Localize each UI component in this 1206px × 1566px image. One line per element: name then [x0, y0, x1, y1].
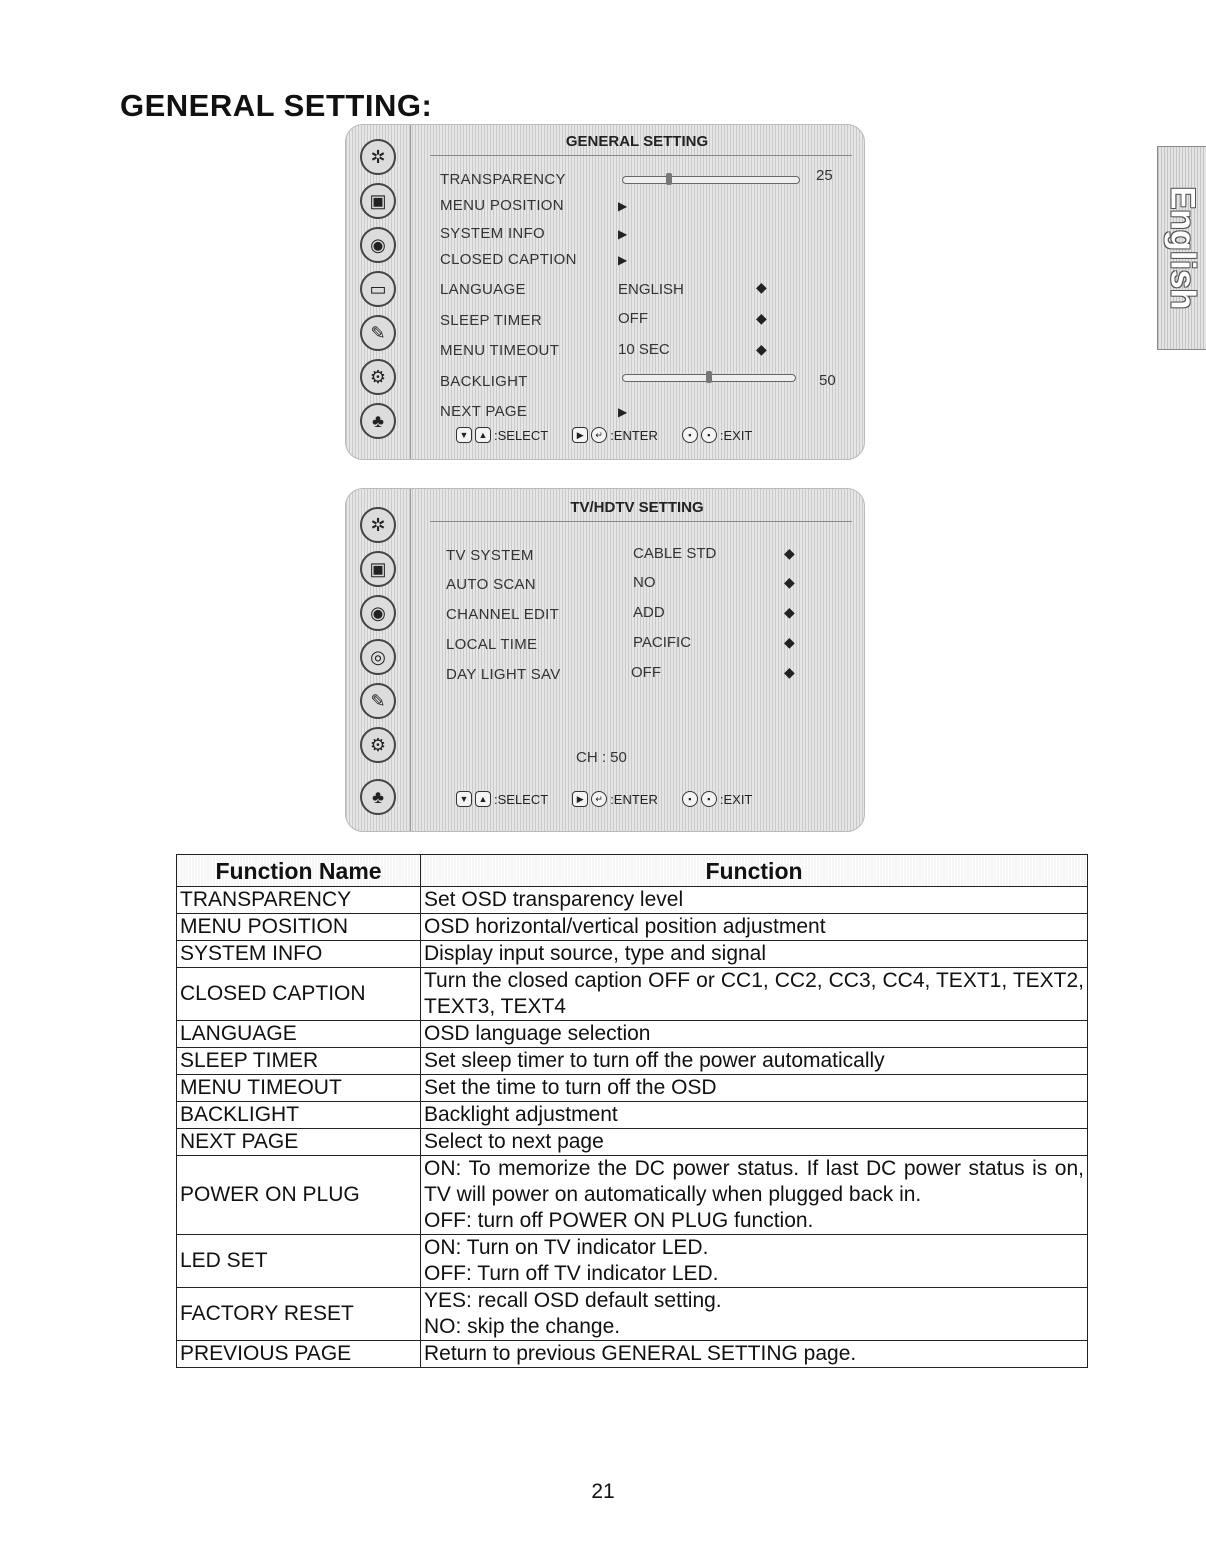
up-down-arrow-icon[interactable]: ◆: [756, 310, 767, 326]
function-name-cell: LANGUAGE: [177, 1021, 421, 1048]
function-description-line: NO: skip the change.: [424, 1315, 621, 1338]
right-button-icon: ▶: [572, 427, 588, 443]
function-name-cell: PREVIOUS PAGE: [177, 1341, 421, 1368]
general-setting-icon: ⚙: [360, 727, 396, 763]
transparency-value: 25: [816, 167, 833, 184]
submenu-arrow-icon: ▶: [618, 199, 628, 213]
tv-screen-icon: ▣: [360, 183, 396, 219]
select-hint: :SELECT: [494, 427, 549, 443]
tv-setting-icon: ◎: [360, 639, 396, 675]
table-row: [177, 1129, 1088, 1156]
language-tab-label: English: [1163, 186, 1202, 310]
language-side-tab: [1157, 146, 1206, 350]
function-name-cell: TRANSPARENCY: [177, 887, 421, 914]
menu-item-channel-edit[interactable]: CHANNEL EDIT: [446, 606, 560, 623]
table-row: [177, 1075, 1088, 1102]
function-name-cell: FACTORY RESET: [177, 1288, 421, 1341]
color-icon: ◉: [360, 227, 396, 263]
table-row: [177, 914, 1088, 941]
day-light-sav-value: OFF: [631, 664, 661, 681]
function-description-cell: [421, 1288, 1088, 1341]
function-description-cell: [421, 1156, 1088, 1235]
up-button-icon: ▲: [475, 791, 491, 807]
function-description-line: Set sleep timer to turn off the power automatically: [424, 1049, 885, 1072]
table-row: [177, 1288, 1088, 1341]
exit-hint: :EXIT: [719, 427, 753, 443]
menu-item-transparency[interactable]: TRANSPARENCY: [440, 171, 566, 188]
menu-item-backlight[interactable]: BACKLIGHT: [440, 373, 528, 390]
parental-icon: ♣: [360, 779, 396, 815]
menu-item-language[interactable]: LANGUAGE: [440, 281, 526, 298]
function-description-cell: [421, 1235, 1088, 1288]
enter-button-icon: ↵: [591, 427, 607, 443]
function-description-cell: [421, 1021, 1088, 1048]
up-down-arrow-icon[interactable]: ◆: [756, 341, 767, 357]
color-icon: ◉: [360, 595, 396, 631]
backlight-slider[interactable]: [622, 374, 796, 382]
menu-item-closed-caption[interactable]: CLOSED CAPTION: [440, 251, 577, 268]
monitor-icon: ▭: [360, 271, 396, 307]
right-button-icon: ▶: [572, 791, 588, 807]
table-row: [177, 968, 1088, 1021]
function-name-cell: SLEEP TIMER: [177, 1048, 421, 1075]
osd-footer: [456, 427, 752, 443]
function-description-line: OSD language selection: [424, 1022, 651, 1045]
menu-button-icon: ▪: [682, 791, 698, 807]
enter-button-icon: ↵: [591, 791, 607, 807]
menu-item-day-light-sav[interactable]: DAY LIGHT SAV: [446, 666, 561, 683]
column-header-function: Function: [421, 855, 1088, 887]
settings-sun-icon: ✲: [360, 507, 396, 543]
function-name-cell: SYSTEM INFO: [177, 941, 421, 968]
enter-hint: :ENTER: [610, 427, 658, 443]
up-down-arrow-icon[interactable]: ◆: [784, 604, 795, 620]
menu-item-menu-timeout[interactable]: MENU TIMEOUT: [440, 342, 560, 359]
function-name-cell: BACKLIGHT: [177, 1102, 421, 1129]
tv-system-value: CABLE STD: [633, 545, 717, 562]
function-description-cell: [421, 968, 1088, 1021]
down-button-icon: ▼: [456, 791, 472, 807]
submenu-arrow-icon: ▶: [618, 253, 628, 267]
table-row: [177, 941, 1088, 968]
menu-item-system-info[interactable]: SYSTEM INFO: [440, 225, 545, 242]
function-name-cell: CLOSED CAPTION: [177, 968, 421, 1021]
table-row: [177, 1048, 1088, 1075]
function-description-line: OFF: Turn off TV indicator LED.: [424, 1262, 719, 1285]
function-description-line: Select to next page: [424, 1130, 604, 1153]
function-description-line: Turn the closed caption OFF or CC1, CC2, CC3, CC4, TEXT1, TEXT2, TEXT3, TEXT4: [424, 969, 1084, 1018]
exit-hint: :EXIT: [719, 791, 753, 807]
osd-title: GENERAL SETTING: [565, 133, 709, 150]
table-row: [177, 1235, 1088, 1288]
function-name-cell: POWER ON PLUG: [177, 1156, 421, 1235]
function-description-line: Display input source, type and signal: [424, 942, 767, 965]
up-down-arrow-icon[interactable]: ◆: [756, 279, 767, 295]
general-setting-osd: [345, 124, 865, 460]
function-description-cell: [421, 914, 1088, 941]
table-row: [177, 887, 1088, 914]
exit-button-icon: ▪: [701, 427, 717, 443]
channel-edit-value: ADD: [633, 604, 665, 621]
menu-item-menu-position[interactable]: MENU POSITION: [440, 197, 564, 214]
function-description-cell: [421, 941, 1088, 968]
submenu-arrow-icon: ▶: [618, 405, 628, 419]
up-down-arrow-icon[interactable]: ◆: [784, 634, 795, 650]
enter-hint: :ENTER: [610, 791, 658, 807]
up-down-arrow-icon[interactable]: ◆: [784, 545, 795, 561]
tools-icon: ✎: [360, 315, 396, 351]
osd-divider: [430, 155, 852, 156]
osd-footer: [456, 791, 752, 807]
menu-item-sleep-timer[interactable]: SLEEP TIMER: [440, 312, 542, 329]
osd-title: TV/HDTV SETTING: [570, 499, 704, 516]
menu-item-next-page[interactable]: NEXT PAGE: [440, 403, 528, 420]
table-header-row: [177, 855, 1088, 887]
transparency-slider[interactable]: [622, 176, 800, 184]
function-description-cell: [421, 1341, 1088, 1368]
function-name-cell: NEXT PAGE: [177, 1129, 421, 1156]
osd-icon-column: [346, 489, 411, 831]
slider-knob[interactable]: [666, 173, 672, 185]
auto-scan-value: NO: [633, 574, 656, 591]
function-description-line: ON: Turn on TV indicator LED.: [424, 1236, 709, 1259]
function-description-line: OFF: turn off POWER ON PLUG function.: [424, 1209, 814, 1232]
function-description-cell: [421, 1129, 1088, 1156]
function-description-cell: [421, 1102, 1088, 1129]
sleep-timer-value: OFF: [618, 310, 648, 327]
table-row: [177, 1341, 1088, 1368]
up-down-arrow-icon[interactable]: ◆: [784, 664, 795, 680]
function-name-cell: MENU TIMEOUT: [177, 1075, 421, 1102]
parental-icon: ♣: [360, 403, 396, 439]
osd-icon-column: [346, 125, 411, 459]
function-description-line: Set OSD transparency level: [424, 888, 684, 911]
menu-item-local-time[interactable]: LOCAL TIME: [446, 636, 538, 653]
function-description-line: OSD horizontal/vertical position adjustment: [424, 915, 826, 938]
function-description-line: Set the time to turn off the OSD: [424, 1076, 717, 1099]
function-name-cell: MENU POSITION: [177, 914, 421, 941]
function-table: [176, 854, 1088, 1368]
page-number: 21: [591, 1480, 615, 1503]
menu-button-icon: ▪: [682, 427, 698, 443]
table-row: [177, 1021, 1088, 1048]
select-hint: :SELECT: [494, 791, 549, 807]
function-description-cell: [421, 1075, 1088, 1102]
settings-sun-icon: ✲: [360, 139, 396, 175]
exit-button-icon: ▪: [701, 791, 717, 807]
table-row: [177, 1156, 1088, 1235]
osd-divider: [430, 521, 852, 522]
tv-screen-icon: ▣: [360, 551, 396, 587]
menu-timeout-value: 10 SEC: [618, 341, 670, 358]
function-description-line: Return to previous GENERAL SETTING page.: [424, 1342, 857, 1365]
backlight-value: 50: [819, 372, 836, 389]
channel-readout: CH : 50: [576, 749, 627, 766]
down-button-icon: ▼: [456, 427, 472, 443]
menu-item-tv-system[interactable]: TV SYSTEM: [446, 547, 534, 564]
submenu-arrow-icon: ▶: [618, 227, 628, 241]
general-setting-icon: ⚙: [360, 359, 396, 395]
tools-icon: ✎: [360, 683, 396, 719]
page-heading: GENERAL SETTING:: [120, 88, 433, 123]
function-description-cell: [421, 887, 1088, 914]
function-description-line: ON: To memorize the DC power status. If last DC power status is on, TV will power on automatically when plugged back in.: [424, 1157, 1084, 1206]
table-body: [177, 887, 1088, 1368]
language-value: ENGLISH: [618, 281, 684, 298]
function-description-cell: [421, 1048, 1088, 1075]
table-row: [177, 1102, 1088, 1129]
up-down-arrow-icon[interactable]: ◆: [784, 574, 795, 590]
function-description-line: Backlight adjustment: [424, 1103, 618, 1126]
local-time-value: PACIFIC: [633, 634, 692, 651]
up-button-icon: ▲: [475, 427, 491, 443]
slider-knob[interactable]: [706, 371, 712, 383]
menu-item-auto-scan[interactable]: AUTO SCAN: [446, 576, 536, 593]
function-description-line: YES: recall OSD default setting.: [424, 1289, 722, 1312]
function-name-cell: LED SET: [177, 1235, 421, 1288]
column-header-function-name: Function Name: [177, 855, 421, 887]
tv-hdtv-setting-osd: [345, 488, 865, 832]
